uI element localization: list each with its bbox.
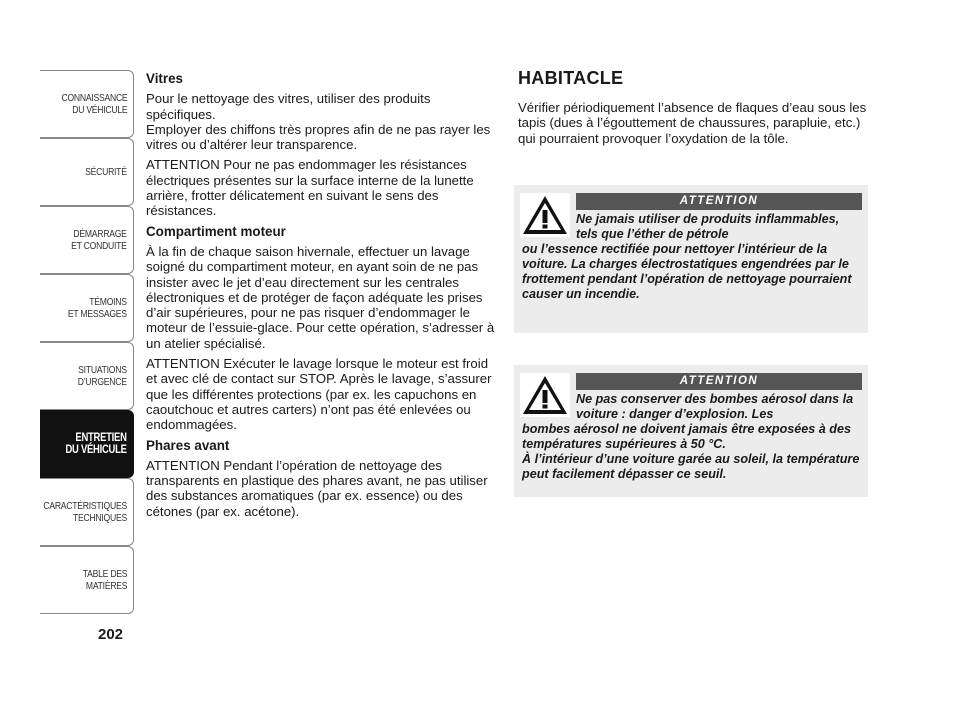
- warning-text: [522, 212, 860, 302]
- section-title-vitres: Vitres: [146, 71, 183, 86]
- paragraph: ATTENTION Pendant l’opération de nettoyage des transparents en plastique des phares avant, ne pas utiliser des substances aromatiques (par ex. essence) ou des cétones (par ex. acétone).: [146, 457, 488, 519]
- intro-paragraph: Vérifier périodiquement l’absence de flaques d’eau sous les tapis (dues à l’égouttement de chaussures, parapluie, etc.) qui pourraient provoquer l’oxydation de la tôle.: [518, 100, 867, 146]
- warning-box-aerosol: [514, 365, 868, 497]
- paragraph: ATTENTION Exécuter le lavage lorsque le moteur est froid et avec clé de contact sur STOP. Après le lavage, s’assurer que les différentes protections (par ex. les capuchons en caoutchouc et autres carters) n’ont pas été enlevées ou endommagées.: [146, 356, 492, 433]
- paragraph: À la fin de chaque saison hivernale, effectuer un lavage soigné du compartiment moteur, en ayant soin de ne pas insister avec le jet d’eau directement sur les centrales électroniques et de protéger de façon adéquate les prises d’air supérieures, pour ne pas risquer d’endommager le moteur de l’essuie-glace. Pour cette opération, s’adresser à un atelier spécialisé.: [146, 243, 495, 351]
- warning-box-flammable: [514, 185, 868, 333]
- tab-temoins-messages[interactable]: [40, 274, 134, 342]
- tab-demarrage-conduite[interactable]: [40, 206, 134, 274]
- warning-triangle-icon: [520, 373, 570, 417]
- tab-situations-urgence[interactable]: [40, 342, 134, 410]
- tab-table-matieres[interactable]: [40, 546, 134, 614]
- paragraph: Employer des chiffons très propres afin de ne pas rayer les vitres ou d’altérer leur transparence.: [146, 121, 491, 153]
- tab-entretien-vehicule[interactable]: [40, 410, 134, 478]
- warning-header: ATTENTION: [576, 193, 862, 210]
- right-column: [518, 68, 868, 146]
- tab-securite[interactable]: [40, 138, 134, 206]
- warning-text-first: Ne pas conserver des bombes aérosol dans la voiture : danger d’explosion. Les: [576, 392, 854, 421]
- warning-triangle-icon: [520, 193, 570, 237]
- tab-label: CONNAISSANCE DU VÉHICULE: [61, 92, 127, 116]
- tab-caracteristiques-techniques[interactable]: [40, 478, 134, 546]
- warning-text-rest: ou l’essence rectifiée pour nettoyer l’intérieur de la voiture. La charges électrostatiques engendrées par le frottement pendant l’opération de nettoyage pourraient causer un incendie.: [522, 242, 852, 301]
- tab-connaissance-vehicule[interactable]: [40, 70, 134, 138]
- warning-header: ATTENTION: [576, 373, 862, 390]
- paragraph: Pour le nettoyage des vitres, utiliser des produits spécifiques.: [146, 91, 431, 122]
- tab-label: SITUATIONS D’URGENCE: [78, 364, 127, 388]
- paragraph: ATTENTION Pour ne pas endommager les résistances électriques présentes sur la surface interne de la lunette arrière, frotter délicatement en suivant le sens des résistances.: [146, 157, 474, 219]
- section-title-habitacle: HABITACLE: [518, 68, 624, 88]
- tab-label: CARACTÉRISTIQUES TECHNIQUES: [43, 500, 127, 524]
- section-title-moteur: Compartiment moteur: [146, 223, 286, 239]
- chapter-tabs: [40, 70, 134, 614]
- tab-label: TÉMOINS ET MESSAGES: [68, 296, 127, 320]
- warning-text: [522, 392, 860, 482]
- tab-label: SÉCURITÉ: [85, 166, 127, 178]
- warning-text-first: Ne jamais utiliser de produits inflammables, tels que l’éther de pétrole: [576, 212, 840, 241]
- tab-label: TABLE DES MATIÈRES: [82, 568, 127, 592]
- tab-label: DÉMARRAGE ET CONDUITE: [71, 228, 127, 252]
- tab-label: ENTRETIEN DU VÉHICULE: [65, 432, 127, 456]
- left-column: [146, 71, 496, 524]
- section-title-phares: Phares avant: [146, 437, 230, 453]
- page-number: 202: [98, 626, 124, 643]
- warning-text-rest: bombes aérosol ne doivent jamais être exposées à des températures supérieures à 50 °C. À l’intérieur d’une voiture garée au soleil, la température peut facilement dépasser ce seuil.: [522, 422, 860, 481]
